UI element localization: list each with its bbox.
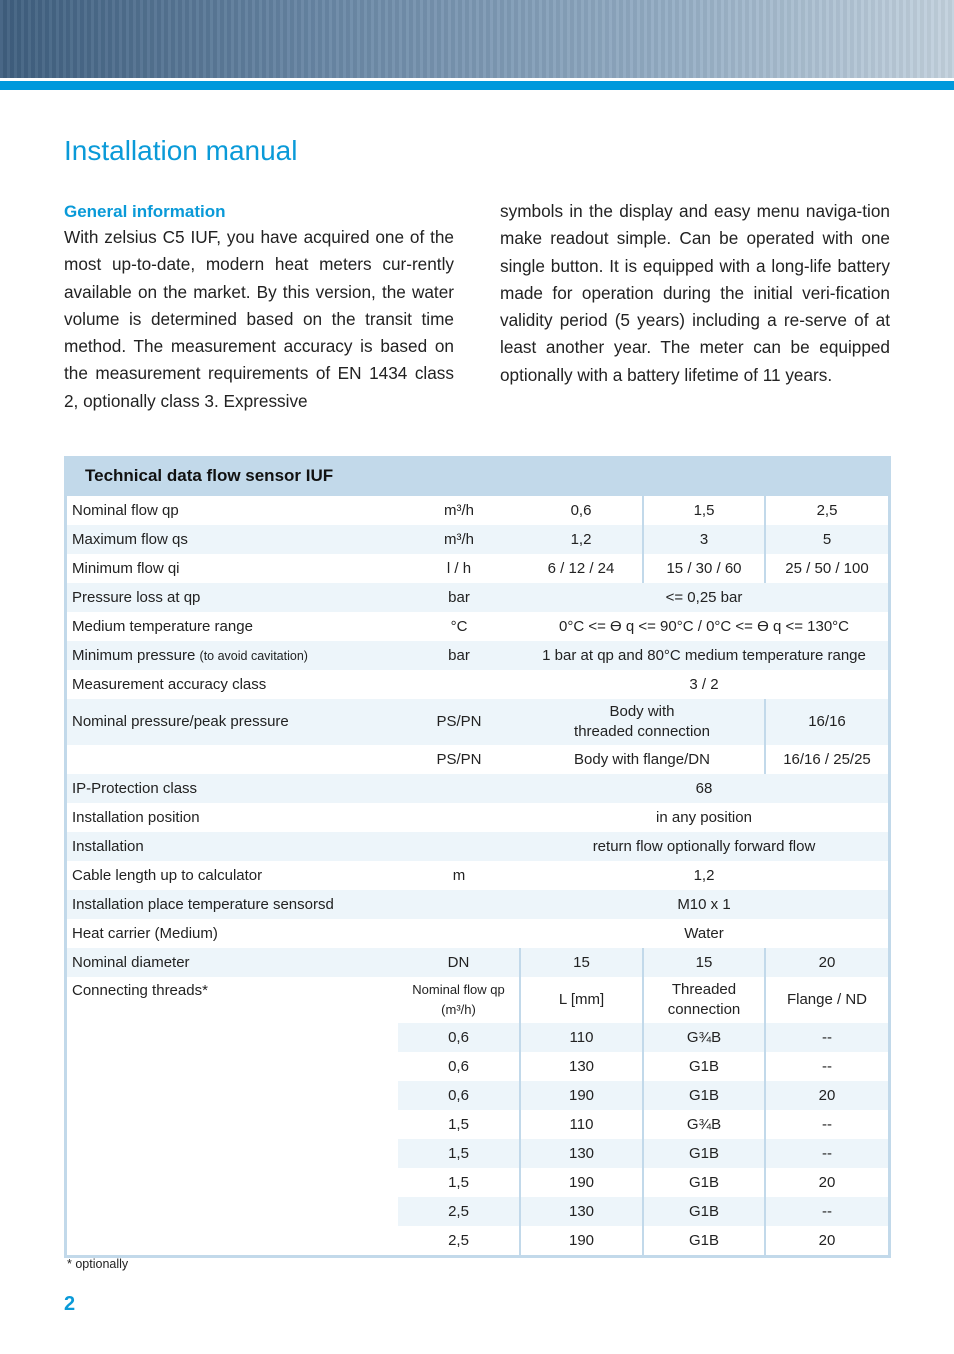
- thread-flange: --: [765, 1197, 888, 1226]
- thread-flange: 20: [765, 1081, 888, 1110]
- row-unit-empty: [398, 774, 520, 803]
- row-unit-empty: [398, 919, 520, 948]
- threads-header-flange: Flange / ND: [765, 977, 888, 1023]
- footnote: * optionally: [67, 1257, 129, 1271]
- table-row: [67, 525, 888, 554]
- row-value: return flow optionally forward flow: [520, 832, 888, 861]
- thread-flange: --: [765, 1023, 888, 1052]
- row-unit: DN: [398, 948, 520, 977]
- intro-text-left: With zelsius C5 IUF, you have acquired one of the most up-to-date, modern heat meters cur-rently available on the market. By this version, the water volume is determined based on the transit time method. The measurement accuracy is based on the measurement requirements of EN 1434 class 2, optionally class 3. Expressive: [64, 227, 454, 411]
- row-value: 0,6: [520, 496, 643, 525]
- thread-flange: --: [765, 1052, 888, 1081]
- row-unit-empty: [398, 832, 520, 861]
- thread-flow: 1,5: [398, 1139, 520, 1168]
- row-unit: m: [398, 861, 520, 890]
- thread-flange: 20: [765, 1226, 888, 1255]
- row-unit-empty: [398, 803, 520, 832]
- thread-flow: 2,5: [398, 1197, 520, 1226]
- thread-type: G1B: [643, 1226, 765, 1255]
- section-heading: General information: [64, 202, 226, 221]
- row-label-text: Minimum pressure: [72, 647, 196, 664]
- row-label: Installation: [67, 832, 398, 861]
- row-value: 16/16: [765, 699, 888, 745]
- threads-header-flow-line2: (m³/h): [441, 1002, 476, 1017]
- row-label: Connecting threads*: [67, 977, 398, 1255]
- thread-type: G1B: [643, 1081, 765, 1110]
- row-label: Nominal pressure/peak pressure: [67, 699, 398, 745]
- row-label: Nominal flow qp: [67, 496, 398, 525]
- table-row: [67, 919, 888, 948]
- row-value: 20: [765, 948, 888, 977]
- row-value: 2,5: [765, 496, 888, 525]
- thread-length: 190: [520, 1226, 643, 1255]
- table-row: [67, 612, 888, 641]
- row-unit: PS/PN: [398, 745, 520, 774]
- table-row: [67, 554, 888, 583]
- row-label: Heat carrier (Medium): [67, 919, 398, 948]
- row-value: in any position: [520, 803, 888, 832]
- body-line-2: threaded connection: [574, 723, 710, 740]
- table-row: [67, 641, 888, 670]
- thread-length: 130: [520, 1197, 643, 1226]
- page-title: Installation manual: [64, 135, 298, 166]
- table-row: [67, 861, 888, 890]
- row-unit: PS/PN: [398, 699, 520, 745]
- row-unit-empty: [398, 890, 520, 919]
- row-value: 0°C <= ϴ q <= 90°C / 0°C <= ϴ q <= 130°C: [520, 612, 888, 641]
- row-value: 3: [643, 525, 765, 554]
- thread-flow: 0,6: [398, 1081, 520, 1110]
- row-label-note: (to avoid cavitation): [199, 649, 308, 663]
- row-label: Cable length up to calculator: [67, 861, 398, 890]
- row-value: M10 x 1: [520, 890, 888, 919]
- thread-flow: 2,5: [398, 1226, 520, 1255]
- threads-header-flow-line1: Nominal flow qp: [412, 982, 505, 997]
- table-row: [67, 496, 888, 525]
- thread-type: G¾B: [643, 1023, 765, 1052]
- threads-header-thread-line2: connection: [667, 1001, 741, 1018]
- row-value: 5: [765, 525, 888, 554]
- row-unit: bar: [398, 641, 520, 670]
- intro-column-left: [64, 200, 454, 415]
- row-value: <= 0,25 bar: [520, 583, 888, 612]
- row-value: 3 / 2: [520, 670, 888, 699]
- row-label: Maximum flow qs: [67, 525, 398, 554]
- table-row: [67, 977, 888, 1023]
- row-label: Measurement accuracy class: [67, 670, 398, 699]
- technical-data-table: [64, 456, 891, 1258]
- table-row: [67, 832, 888, 861]
- thread-flow: 1,5: [398, 1110, 520, 1139]
- row-label-empty: [67, 745, 398, 774]
- thread-type: G1B: [643, 1197, 765, 1226]
- thread-type: G¾B: [643, 1110, 765, 1139]
- row-value: 15: [643, 948, 765, 977]
- intro-text-right: symbols in the display and easy menu naviga-tion make readout simple. Can be operated with one single button. It is equipped with a long-life battery made for operation during the initial veri-fication validity period (5 years) including a re-serve of at least another year. The meter can be equipped optionally with a battery lifetime of 11 years.: [500, 201, 890, 385]
- thread-flow: 1,5: [398, 1168, 520, 1197]
- thread-length: 110: [520, 1023, 643, 1052]
- row-value: 1 bar at qp and 80°C medium temperature range: [520, 641, 888, 670]
- row-label: Minimum flow qi: [67, 554, 398, 583]
- row-label: Medium temperature range: [67, 612, 398, 641]
- row-value: 1,2: [520, 861, 888, 890]
- row-value: 6 / 12 / 24: [520, 554, 643, 583]
- threads-header-flow: [398, 977, 520, 1023]
- row-body-type: Body with flange/DN: [520, 745, 765, 774]
- thread-flange: 20: [765, 1168, 888, 1197]
- row-unit: m³/h: [398, 525, 520, 554]
- row-unit: m³/h: [398, 496, 520, 525]
- row-body-type: [520, 699, 765, 745]
- row-unit: bar: [398, 583, 520, 612]
- table-row: [67, 699, 888, 745]
- row-value: 1,2: [520, 525, 643, 554]
- table-row: [67, 670, 888, 699]
- threads-header-length: L [mm]: [520, 977, 643, 1023]
- header-accent-bar: [0, 81, 954, 90]
- thread-length: 190: [520, 1081, 643, 1110]
- row-label: Pressure loss at qp: [67, 583, 398, 612]
- thread-length: 190: [520, 1168, 643, 1197]
- thread-length: 110: [520, 1110, 643, 1139]
- row-value: 15: [520, 948, 643, 977]
- row-label: IP-Protection class: [67, 774, 398, 803]
- thread-length: 130: [520, 1139, 643, 1168]
- row-value: 25 / 50 / 100: [765, 554, 888, 583]
- row-value: 16/16 / 25/25: [765, 745, 888, 774]
- thread-flow: 0,6: [398, 1052, 520, 1081]
- header-banner-image: [0, 0, 954, 78]
- thread-flow: 0,6: [398, 1023, 520, 1052]
- row-value: Water: [520, 919, 888, 948]
- row-label: [67, 641, 398, 670]
- row-unit: l / h: [398, 554, 520, 583]
- row-value: 15 / 30 / 60: [643, 554, 765, 583]
- thread-flange: --: [765, 1139, 888, 1168]
- spec-table: [67, 496, 888, 1255]
- table-row: [67, 774, 888, 803]
- row-label: Installation place temperature sensorsd: [67, 890, 398, 919]
- threads-header-thread: [643, 977, 765, 1023]
- body-line-1: Body with: [609, 703, 675, 720]
- row-unit-empty: [398, 670, 520, 699]
- table-row: [67, 890, 888, 919]
- thread-flange: --: [765, 1110, 888, 1139]
- table-row: [67, 948, 888, 977]
- table-row: [67, 803, 888, 832]
- page-number: 2: [64, 1293, 76, 1315]
- thread-type: G1B: [643, 1168, 765, 1197]
- row-label: Nominal diameter: [67, 948, 398, 977]
- table-row: [67, 583, 888, 612]
- row-value: 68: [520, 774, 888, 803]
- table-row: [67, 745, 888, 774]
- threads-header-thread-line1: Threaded: [671, 981, 737, 998]
- thread-type: G1B: [643, 1139, 765, 1168]
- table-title: Technical data flow sensor IUF: [85, 466, 334, 485]
- row-label: Installation position: [67, 803, 398, 832]
- row-value: 1,5: [643, 496, 765, 525]
- thread-type: G1B: [643, 1052, 765, 1081]
- row-unit: °C: [398, 612, 520, 641]
- thread-length: 130: [520, 1052, 643, 1081]
- intro-column-right: [500, 198, 890, 389]
